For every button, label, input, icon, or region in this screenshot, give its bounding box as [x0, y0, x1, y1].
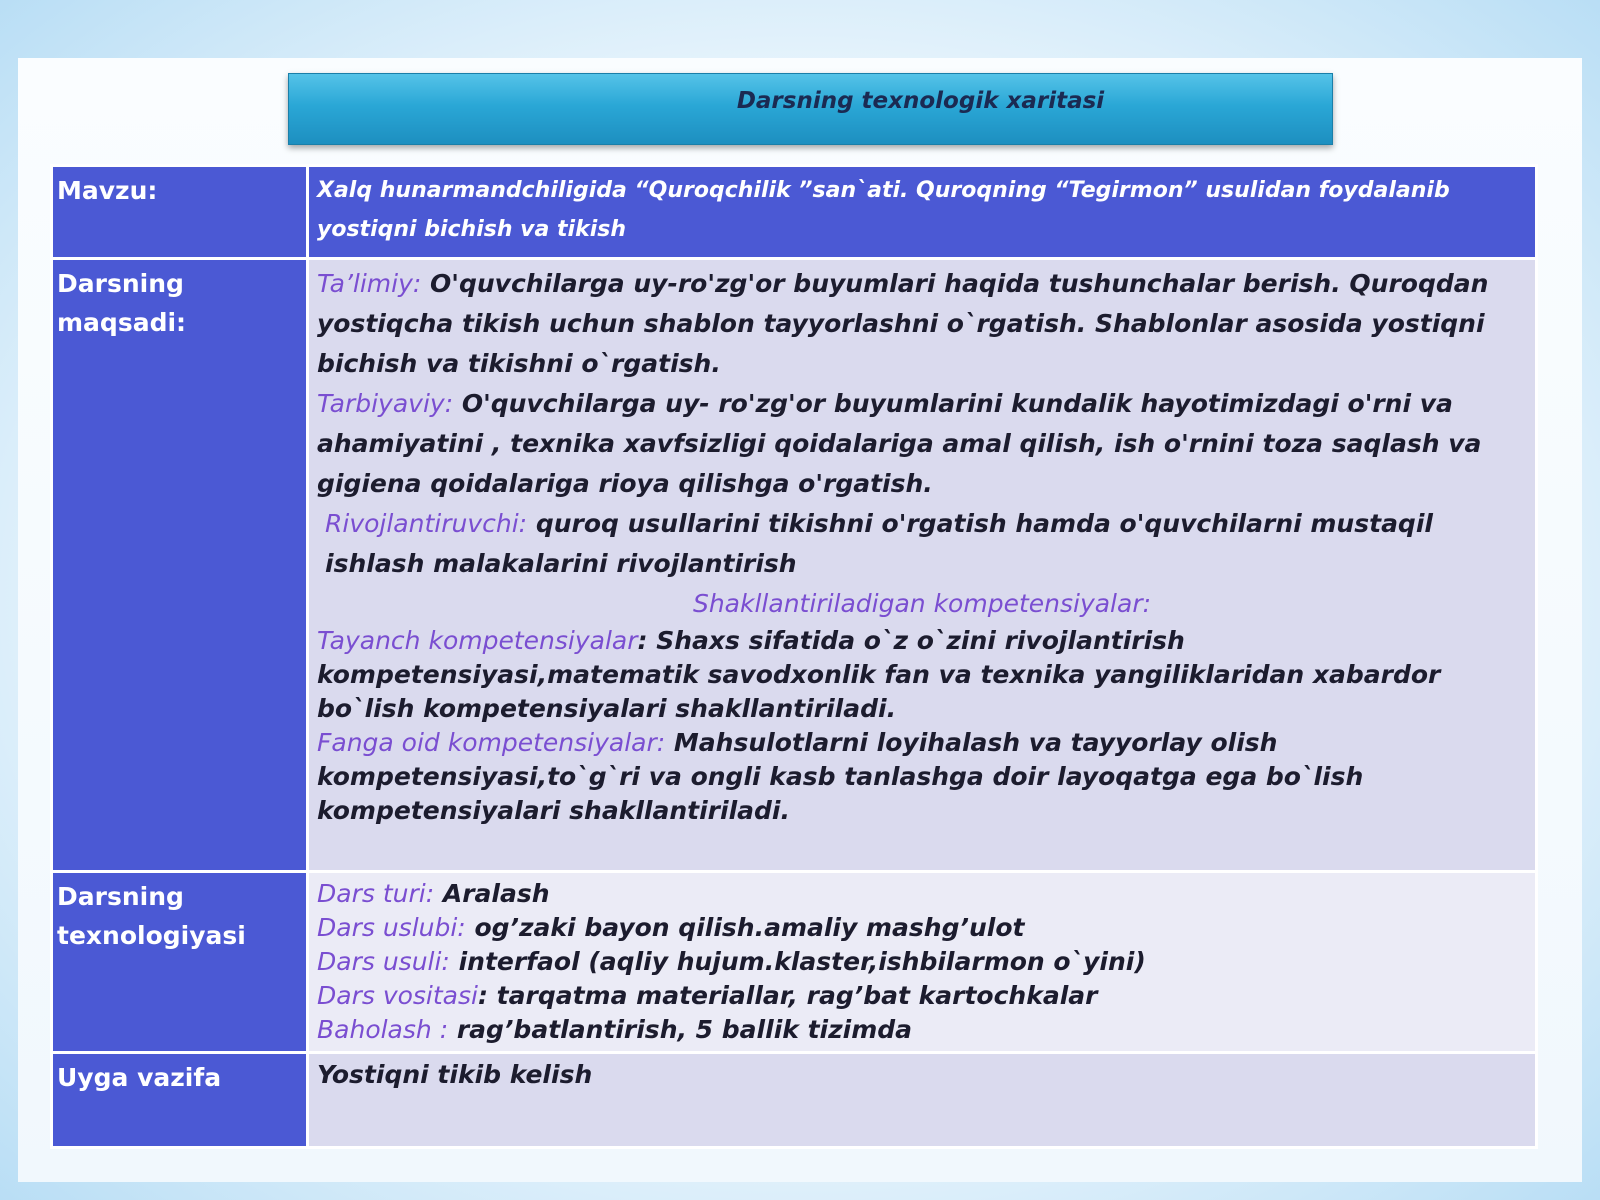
technology-item-key: Dars vositasi — [317, 981, 478, 1010]
technology-item-value: og’zaki bayon qilish.amaliy mashg’ulot — [474, 913, 1025, 942]
subject-competencies-label: Fanga oid kompetensiyalar: — [317, 728, 666, 757]
homework-row — [52, 1053, 1537, 1148]
upbringing-goal — [317, 384, 1527, 504]
educational-goal — [317, 264, 1527, 384]
technology-item — [317, 877, 1527, 911]
core-competencies-label: Tayanch kompetensiyalar — [317, 626, 638, 655]
competencies-heading: Shakllantiriladigan kompetensiyalar: — [692, 589, 1152, 618]
page-title: Darsning texnologik xaritasi — [736, 88, 1105, 114]
developing-goal-text: quroq usullarini tikishni o'rgatish hamda o'quvchilarni mustaqil ishlash malakalarini rivojlantirish — [325, 509, 1433, 578]
upbringing-goal-text: O'quvchilarga uy- ro'zg'or buyumlarini kundalik hayotimizdagi o'rni va ahamiyatini , texnika xavfsizligi qoidalariga amal qilish, ish o'rnini toza saqlash va gigiena qoidalariga rioya qilishga o'rgatish. — [317, 389, 1482, 498]
title-banner — [288, 73, 1333, 145]
technology-item-key: Dars turi: — [317, 879, 435, 908]
technology-item — [317, 945, 1527, 979]
goal-content — [308, 259, 1537, 872]
developing-goal — [317, 504, 1527, 584]
educational-goal-text: O'quvchilarga uy-ro'zg'or buyumlari haqida tushunchalar berish. Quroqdan yostiqcha tikish uchun shablon tayyorlashni o`rgatish. Shablonlar asosida yostiqni bichish va tikishni o`rgatish. — [317, 269, 1489, 378]
upbringing-goal-label: Tarbiyaviy: — [317, 389, 454, 418]
topic-text: Xalq hunarmandchiligida “Quroqchilik ”san`ati. Quroqning “Tegirmon” usulidan foydalanib yostiqni bichish va tikish — [308, 166, 1537, 259]
technology-map-table — [50, 164, 1538, 1149]
topic-row — [52, 166, 1537, 259]
technology-item — [317, 979, 1527, 1013]
core-competencies — [317, 624, 1527, 726]
homework-text: Yostiqni tikib kelish — [308, 1053, 1537, 1148]
technology-row — [52, 872, 1537, 1053]
technology-item-key: Baholash : — [317, 1015, 449, 1044]
core-competencies-text: : Shaxs sifatida o`z o`zini rivojlantirish kompetensiyasi,matematik savodxonlik fan va texnika yangiliklaridan xabardor bo`lish kompetensiyalari shakllantiriladi. — [317, 626, 1441, 723]
technology-item — [317, 1013, 1527, 1047]
technology-content — [308, 872, 1537, 1053]
educational-goal-label: Ta’limiy: — [317, 269, 422, 298]
technology-item-key: Dars uslubi: — [317, 913, 466, 942]
technology-item-value: : tarqatma materiallar, rag’bat kartochkalar — [477, 981, 1098, 1010]
subject-competencies — [317, 726, 1527, 828]
goal-row — [52, 259, 1537, 872]
technology-item-value: Aralash — [442, 879, 550, 908]
developing-goal-label: Rivojlantiruvchi: — [325, 509, 528, 538]
homework-label: Uyga vazifa — [52, 1053, 308, 1148]
goal-label: Darsning maqsadi: — [52, 259, 308, 872]
technology-item-value: interfaol (aqliy hujum.klaster,ishbilarmon o`yini) — [458, 947, 1146, 976]
technology-item-value: rag’batlantirish, 5 ballik tizimda — [456, 1015, 913, 1044]
technology-label: Darsning texnologiyasi — [52, 872, 308, 1053]
technology-item — [317, 911, 1527, 945]
technology-item-key: Dars usuli: — [317, 947, 450, 976]
topic-label: Mavzu: — [52, 166, 308, 259]
subject-competencies-text: Mahsulotlarni loyihalash va tayyorlay olish kompetensiyasi,to`g`ri va ongli kasb tanlashga doir layoqatga ega bo`lish kompetensiyalari shakllantiriladi. — [317, 728, 1364, 825]
